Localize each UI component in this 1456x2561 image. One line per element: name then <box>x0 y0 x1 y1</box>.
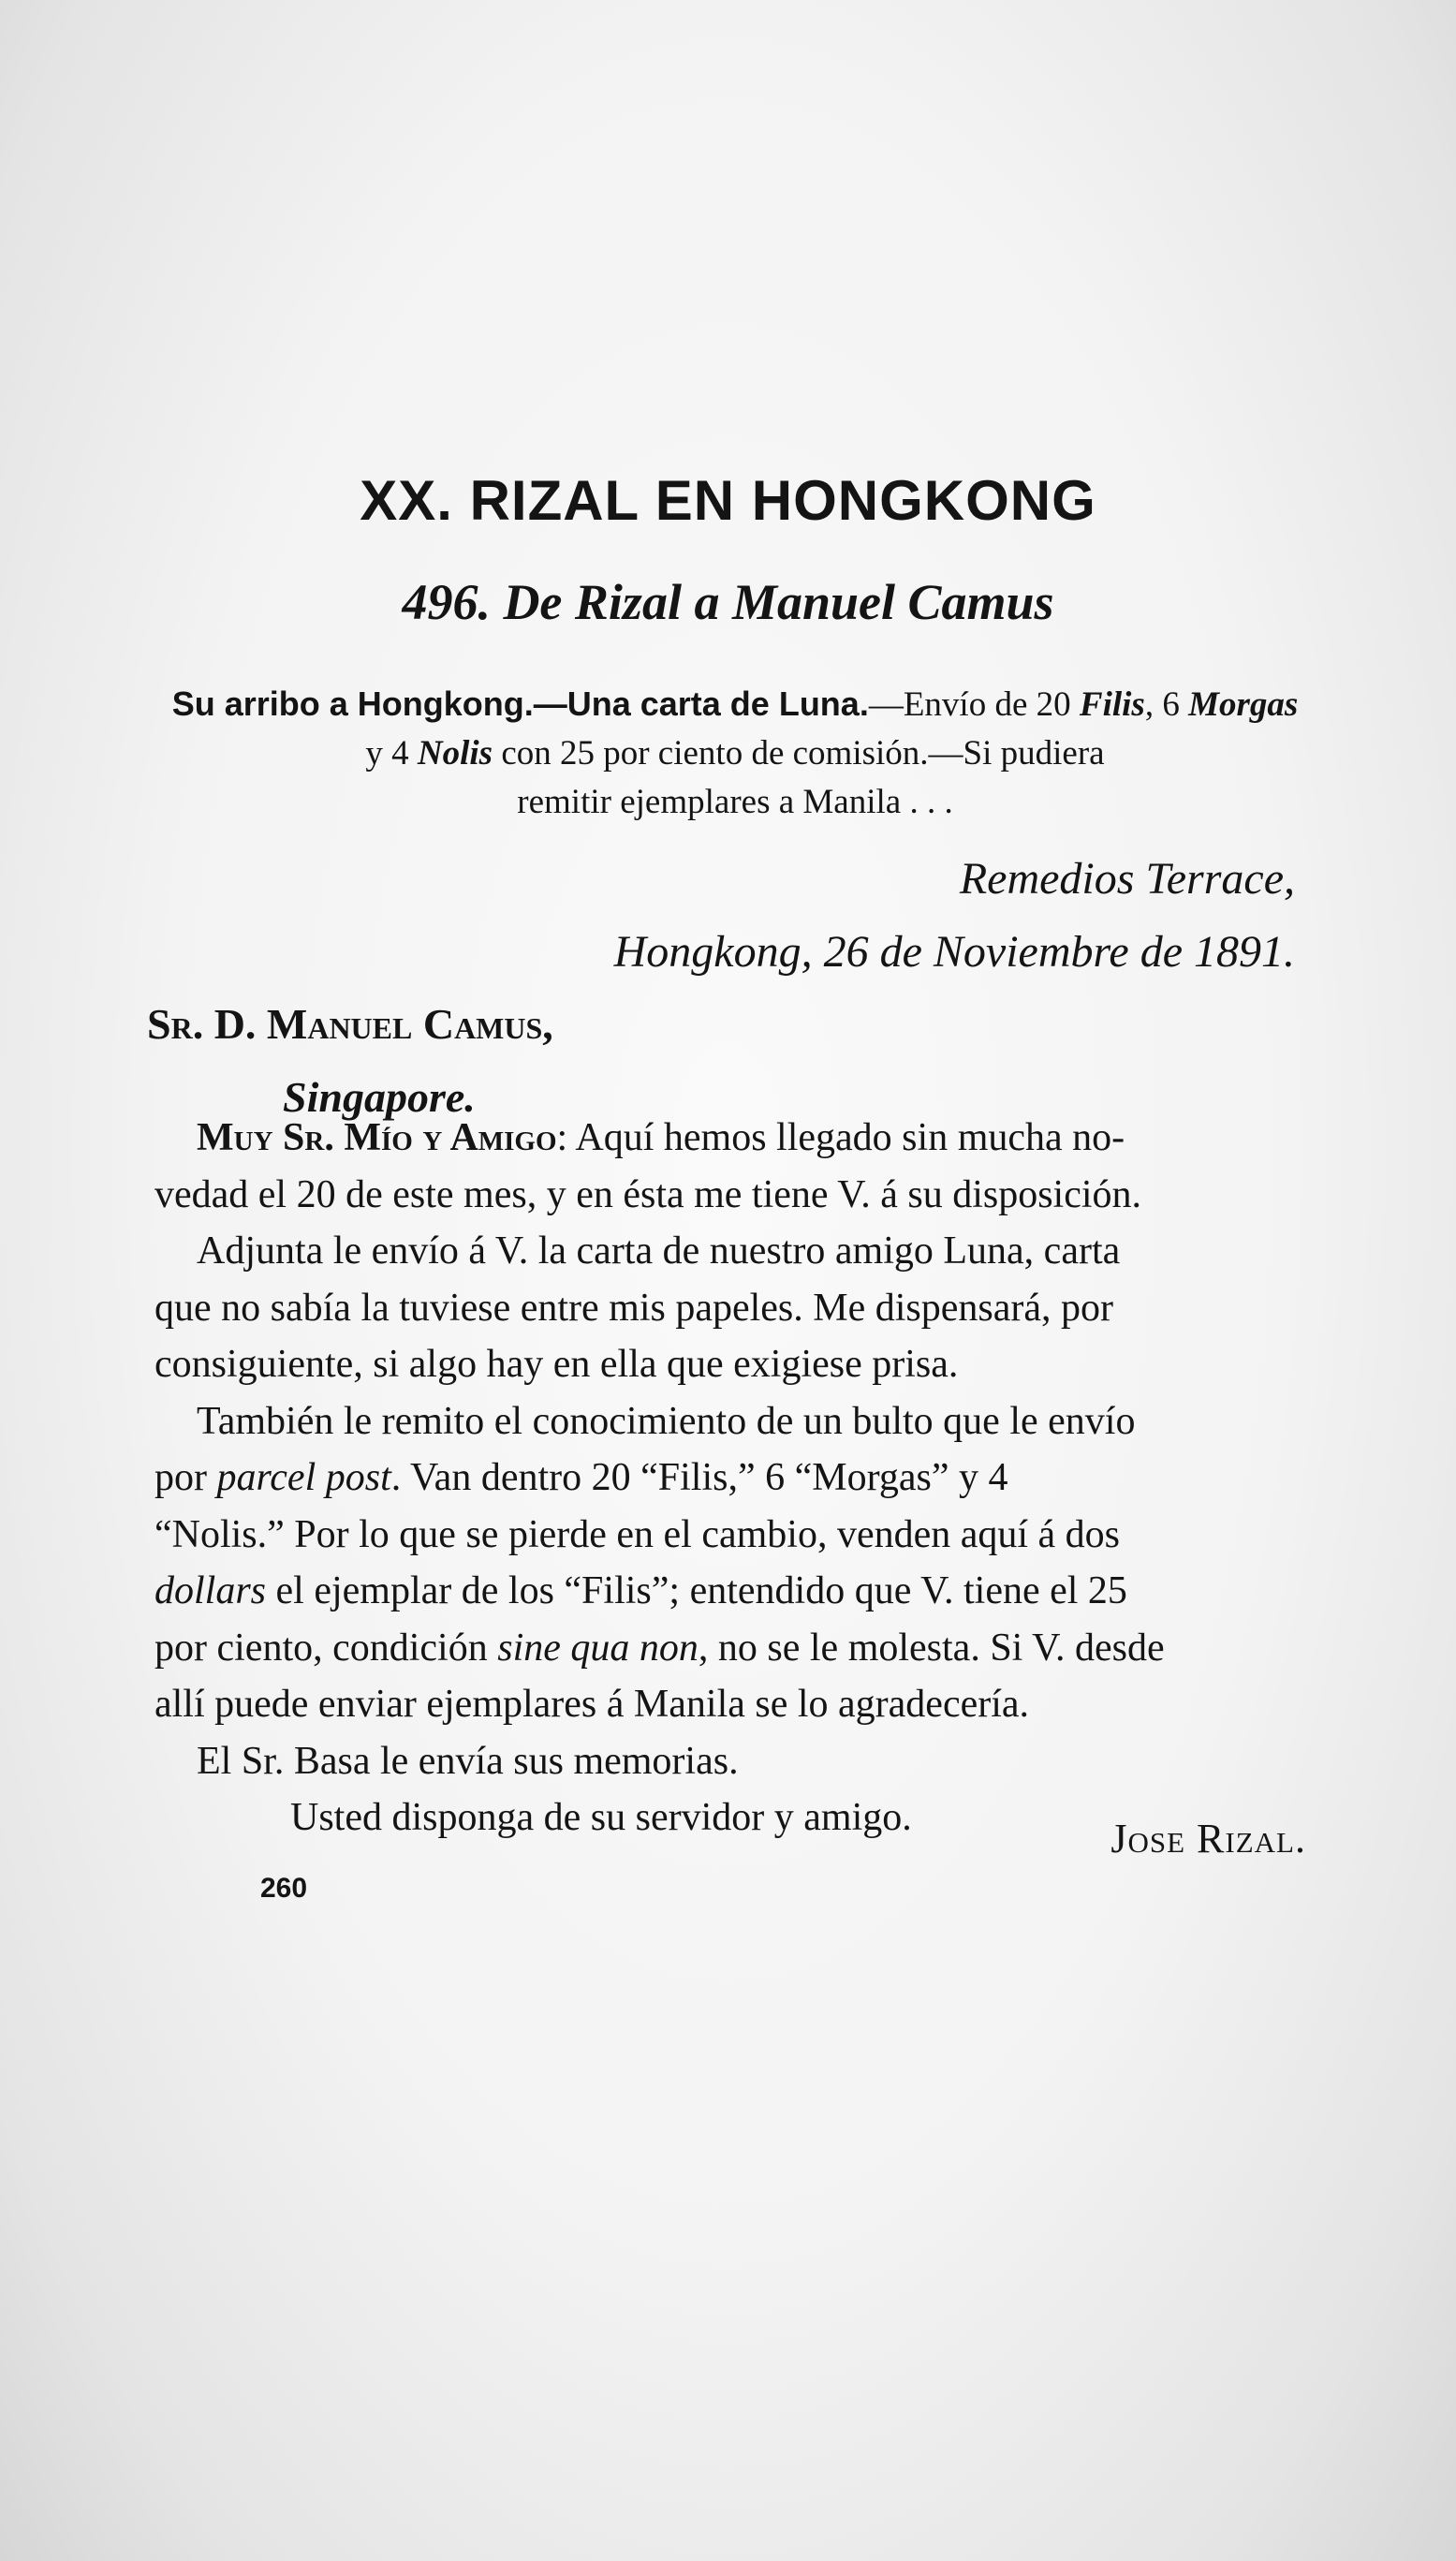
body-line <box>154 1450 1339 1507</box>
summary-text: , 6 <box>1144 685 1189 724</box>
address: Remedios Terrace, <box>959 854 1295 904</box>
body-line: El Sr. Basa le envía sus memorias. <box>197 1739 739 1783</box>
body-text: por <box>154 1456 217 1499</box>
body-italic: sine qua non <box>497 1626 699 1670</box>
chapter-title: XX. RIZAL EN HONGKONG <box>360 469 1096 532</box>
body-text: por ciento, condición <box>154 1626 498 1670</box>
body-line: Adjunta le envío á V. la carta de nuestro amigo Luna, carta <box>197 1229 1121 1273</box>
summary-text: y 4 <box>365 734 418 773</box>
recipient-city: Singapore. <box>283 1073 476 1121</box>
body-line <box>154 1620 1339 1677</box>
body-line: allí puede enviar ejemplares á Manila se lo agradecería. <box>154 1683 1030 1726</box>
salutation: Muy Sr. Mío y Amigo <box>197 1116 557 1159</box>
summary-lead: Su arribo a Hongkong.—Una carta de Luna. <box>171 684 869 723</box>
city-date: Hongkong, 26 de Noviembre de 1891. <box>613 927 1295 977</box>
recipient-name: Sr. D. Manuel Camus, <box>147 1000 553 1048</box>
body-line: vedad el 20 de este mes, y en ésta me tiene V. á su disposición. <box>154 1172 1142 1216</box>
body-line: “Nolis.” Por lo que se pierde en el cambio, venden aquí á dos <box>154 1512 1121 1556</box>
body-line <box>154 1110 1339 1167</box>
letter-heading: 496. De Rizal a Manuel Camus <box>402 574 1054 630</box>
summary-text: —Envío de 20 <box>868 685 1080 724</box>
body-line: También le remito el conocimiento de un bulto que le envío <box>197 1399 1136 1443</box>
place-and-date <box>614 843 1295 989</box>
page-number: 260 <box>260 1873 308 1904</box>
summary-title-morgas: Morgas <box>1188 685 1299 724</box>
summary-line-1 <box>140 680 1330 729</box>
body-text: el ejemplar de los “Filis”; entendido que V. tiene el 25 <box>266 1569 1127 1612</box>
body-line: que no sabía la tuviese entre mis papeles. Me dispensará, por <box>154 1286 1114 1330</box>
body-line <box>154 1563 1339 1620</box>
summary-title-filis: Filis <box>1079 685 1145 724</box>
body-italic: dollars <box>154 1569 267 1612</box>
body-italic: parcel post <box>216 1456 391 1499</box>
letter-summary <box>140 680 1330 827</box>
summary-line-3: remitir ejemplares a Manila . . . <box>517 783 953 821</box>
summary-line-2 <box>140 729 1330 778</box>
body-line: Usted disponga de su servidor y amigo. <box>290 1796 912 1839</box>
body-text: , no se le molesta. Si V. desde <box>698 1626 1165 1670</box>
summary-title-nolis: Nolis <box>417 734 493 773</box>
body-text: . Van dentro 20 “Filis,” 6 “Morgas” y 4 <box>390 1456 1008 1499</box>
body-text: : Aquí hemos llegado sin mucha no- <box>556 1116 1125 1159</box>
letter-body <box>154 1110 1339 1847</box>
signature: Jose Rizal. <box>1110 1816 1306 1862</box>
body-line: consiguiente, si algo hay en ella que exigiese prisa. <box>154 1343 959 1386</box>
summary-text: con 25 por ciento de comisión.—Si pudiera <box>493 734 1105 773</box>
